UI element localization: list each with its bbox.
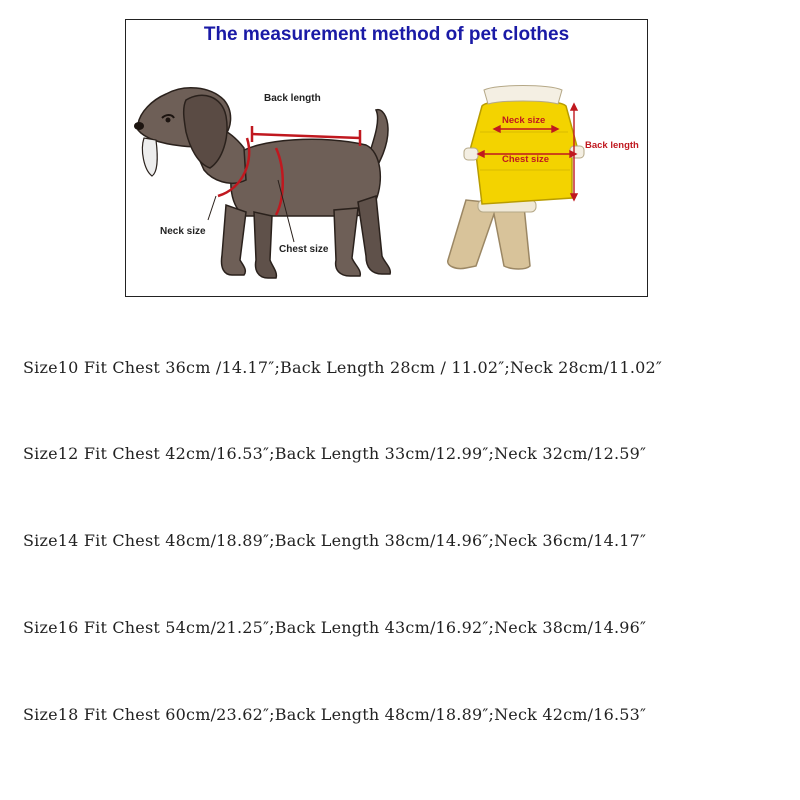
measurement-diagram — [125, 19, 648, 297]
size-row-18: Size18 Fit Chest 60cm/23.62″;Back Length 48cm/18.89″;Neck 42cm/16.53″ — [23, 705, 647, 724]
size-row-12: Size12 Fit Chest 42cm/16.53″;Back Length 33cm/12.99″;Neck 32cm/12.59″ — [23, 444, 647, 463]
dog-illustration — [134, 88, 390, 278]
dog-chest-size-label: Chest size — [279, 244, 329, 255]
size-row-14: Size14 Fit Chest 48cm/18.89″;Back Length 38cm/14.96″;Neck 36cm/14.17″ — [23, 531, 647, 550]
size-row-16: Size16 Fit Chest 54cm/21.25″;Back Length 43cm/16.92″;Neck 38cm/14.96″ — [23, 618, 647, 637]
garment-back-length-label: Back length — [585, 140, 639, 151]
garment-chest-size-label: Chest size — [502, 154, 549, 165]
diagram-title: The measurement method of pet clothes — [203, 24, 570, 45]
garment-illustration — [448, 86, 584, 270]
diagram-illustration — [126, 20, 647, 296]
garment-neck-size-label: Neck size — [502, 115, 546, 126]
dog-neck-size-label: Neck size — [160, 226, 206, 237]
size-row-10: Size10 Fit Chest 36cm /14.17″;Back Length 28cm / 11.02″;Neck 28cm/11.02″ — [23, 358, 663, 377]
dog-back-length-label: Back length — [264, 93, 321, 104]
